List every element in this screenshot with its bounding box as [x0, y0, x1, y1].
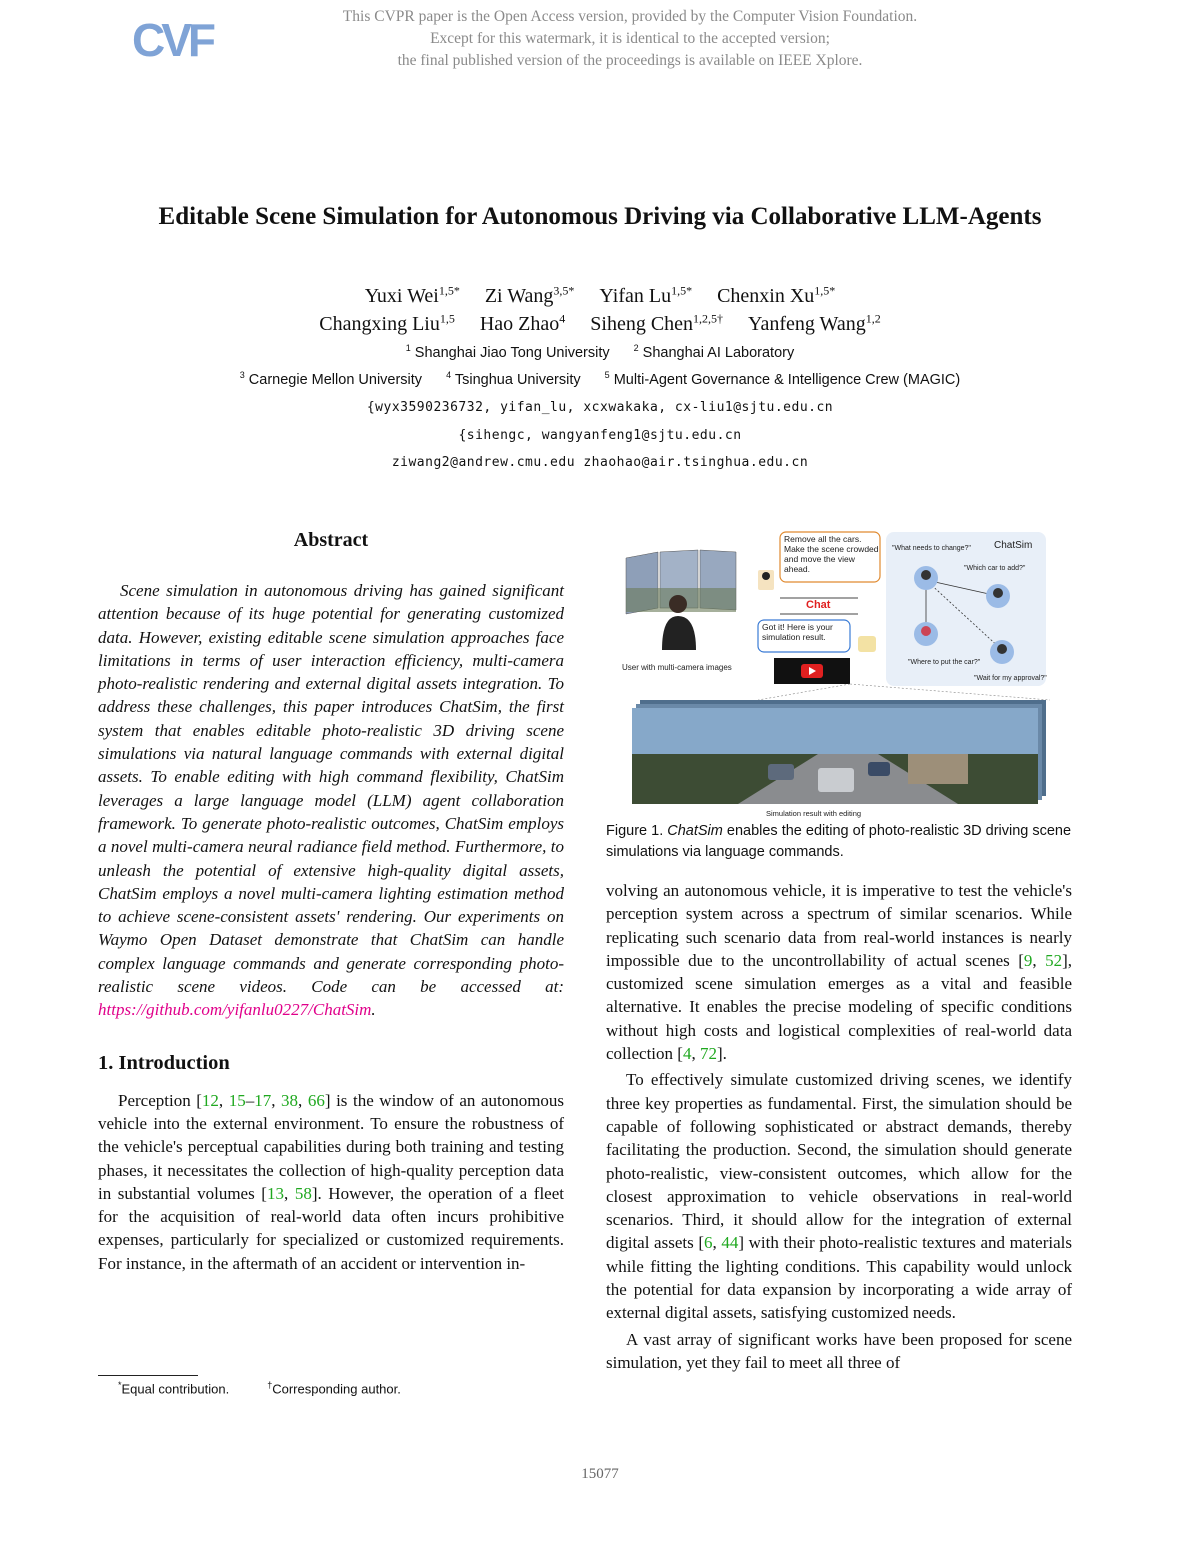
affiliation: $^4$ Tsinghua University [446, 370, 581, 388]
author: Yuxi Wei$^{1,5*}$ [364, 283, 460, 307]
figure-caption: Figure 1. ChatSim enables the editing of photo-realistic 3D driving scene simulations via language commands. [606, 823, 1072, 860]
affiliation-row [100, 370, 1100, 388]
affiliation-row [100, 343, 1100, 361]
chatsim-label: ChatSim [994, 540, 1033, 551]
citation[interactable]: 6 [704, 1233, 713, 1253]
citation[interactable]: 15 [228, 1090, 246, 1110]
affiliation: $^2$ Shanghai AI Laboratory [633, 343, 795, 361]
agent-question: "What needs to change?" [892, 545, 971, 552]
affiliation: $^3$ Carnegie Mellon University [239, 370, 423, 388]
affiliation: $^1$ Shanghai Jiao Tong University [405, 343, 610, 361]
author-row [100, 283, 1100, 308]
intro-paragraph: Perception [12, 15–17, 38, 66] is the window of an autonomous vehicle into the external environment. To ensure the robustness of the vehicle's perceptual capabilities during both training and testing phases, it necessitates the collection of high-quality perception data in substantial volumes [13, 58]. However, the operation of a fleet for the acquisition of real-world data often incurs prohibitive expenses, particularly for specialized or customized requirements. For instance, in the aftermath of an accident or intervention in- [98, 1090, 565, 1273]
abstract-heading: Abstract [293, 529, 369, 551]
citation[interactable]: 12 [201, 1090, 219, 1110]
right-column [606, 879, 1072, 1374]
author-email: {wyx3590236732, yifan_lu, xcxwakaka, cx-liu1@sjtu.edu.cn [366, 400, 834, 415]
code-link[interactable]: https://github.com/yifanlu0227/ChatSim [98, 1000, 372, 1020]
author: Yanfeng Wang$^{1,2}$ [748, 311, 881, 335]
watermark-line: This CVPR paper is the Open Access version, provided by the Computer Vision Foundation. [342, 8, 918, 25]
reply-text: Got it! Here is your simulation result. [762, 622, 833, 642]
citation[interactable]: 9 [1023, 950, 1033, 970]
author-email: {sihengc, wangyanfeng1@sjtu.edu.cn [458, 428, 742, 443]
citation[interactable]: 4 [682, 1044, 692, 1064]
citation[interactable]: 58 [294, 1183, 312, 1203]
author: Siheng Chen$^{1,2,5\dagger}$ [590, 311, 724, 335]
footnote-rule [98, 1375, 198, 1376]
author: Hao Zhao$^4$ [479, 311, 566, 335]
result-label: Simulation result with editing [766, 809, 862, 818]
cvf-logo [130, 12, 220, 64]
affiliation: $^5$ Multi-Agent Governance & Intelligence Crew (MAGIC) [604, 370, 961, 388]
watermark-line: Except for this watermark, it is identical to the accepted version; [430, 30, 830, 47]
cvf-logo-text: CVF [132, 14, 212, 64]
body-paragraph: volving an autonomous vehicle, it is imperative to test the vehicle's perception system across a spectrum of similar scenarios. While replicating such scenario data from real-world instances is nearly impossible due to the uncontrollability of actual scenes [9, 52], customized scene simulation emerges as a vital and feasible alternative. It enables the precise modeling of specific conditions without high costs and logistical complexities of real-world data collection [4, 72]. [606, 881, 1073, 1064]
citation[interactable]: 52 [1045, 950, 1063, 970]
abstract-body: Scene simulation in autonomous driving has gained significant attention because of its huge potential for generating customized data. However, existing editable scene simulation approaches face limitations in terms of user interaction efficiency, multi-camera photo-realistic rendering and external digital assets integration. To address these challenges, this paper introduces ChatSim, the first system that enables editable photo-realistic 3D driving scene simulations via natural language commands with external digital assets. To enable editing with high command flexibility, ChatSim leverages a large language model (LLM) agent collaboration framework. To generate photo-realistic outcomes, ChatSim employs a novel multi-camera neural radiance field method. Furthermore, to unleash the potential of extensive high-quality digital assets, ChatSim employs a novel multi-camera lighting estimation method to achieve scene-consistent assets' rendering. Our experiments on Waymo Open Dataset demonstrate that ChatSim can handle complex language commands and generate corresponding photo-realistic scene videos. Code can be accessed at: https://github.com/yifanlu0227/ChatSim. [98, 581, 564, 1020]
user-command-text: Remove all the cars. Make the scene crowded and move the view ahead. [784, 534, 879, 574]
paper-title: Editable Scene Simulation for Autonomous Driving via Collaborative LLM-Agents [158, 203, 1042, 230]
author: Zi Wang$^{3,5*}$ [484, 283, 575, 307]
watermark-notice [250, 6, 1010, 72]
author: Yifan $Lu^{1,5*}$ [599, 283, 693, 307]
citation[interactable]: 17 [254, 1090, 272, 1110]
user-label: User with multi-camera images [622, 663, 732, 672]
author: Chenxin $Xu^{1,5*}$ [717, 283, 836, 307]
body-paragraph: To effectively simulate customized driving scenes, we identify three key properties as fundamental. First, the simulation should be capable of following sophisticated or abstract demands, thereby facilitating the production. Second, the simulation should generate photo-realistic, view-consistent outcomes, which allow for the closest approximation to vehicle observations in real-world scenarios. Third, it should allow for the integration of external digital assets [6, 44] with their photo-realistic textures and materials while fitting the lighting conditions. This capability would unlock the potential for data expansion by incorporating a wide array of external digital assets, satisfying customized needs. [606, 1070, 1072, 1323]
agent-question: "Where to put the car?" [908, 659, 981, 666]
citation[interactable]: 72 [699, 1044, 717, 1064]
body-paragraph: A vast array of significant works have been proposed for scene simulation, yet they fail to meet all three of [606, 1329, 1072, 1372]
page-number: 15077 [581, 1466, 619, 1482]
chat-label: Chat [806, 599, 831, 611]
author: Changxing Liu$^{1,5}$ [319, 311, 455, 335]
agent-question: "Which car to add?" [964, 565, 1026, 572]
agent-question: "Wait for my approval?" [974, 675, 1047, 682]
author-email: ziwang2@andrew.cmu.edu zhaohao@air.tsinghua.edu.cn [391, 455, 809, 470]
watermark-line: the final published version of the proceedings is available on IEEE Xplore. [397, 52, 863, 69]
citation[interactable]: 13 [266, 1183, 284, 1203]
simulation-result-image [632, 700, 1046, 804]
bot-icon [858, 636, 876, 652]
section-heading: 1. Introduction [98, 1051, 230, 1074]
author-row [100, 311, 1100, 336]
figure-1 [618, 528, 1050, 820]
left-column [98, 525, 564, 1275]
citation[interactable]: 38 [281, 1090, 299, 1110]
footnote: *Equal contribution. †Corresponding author. [118, 1380, 401, 1397]
citation[interactable]: 66 [307, 1090, 325, 1110]
citation[interactable]: 44 [721, 1233, 739, 1253]
